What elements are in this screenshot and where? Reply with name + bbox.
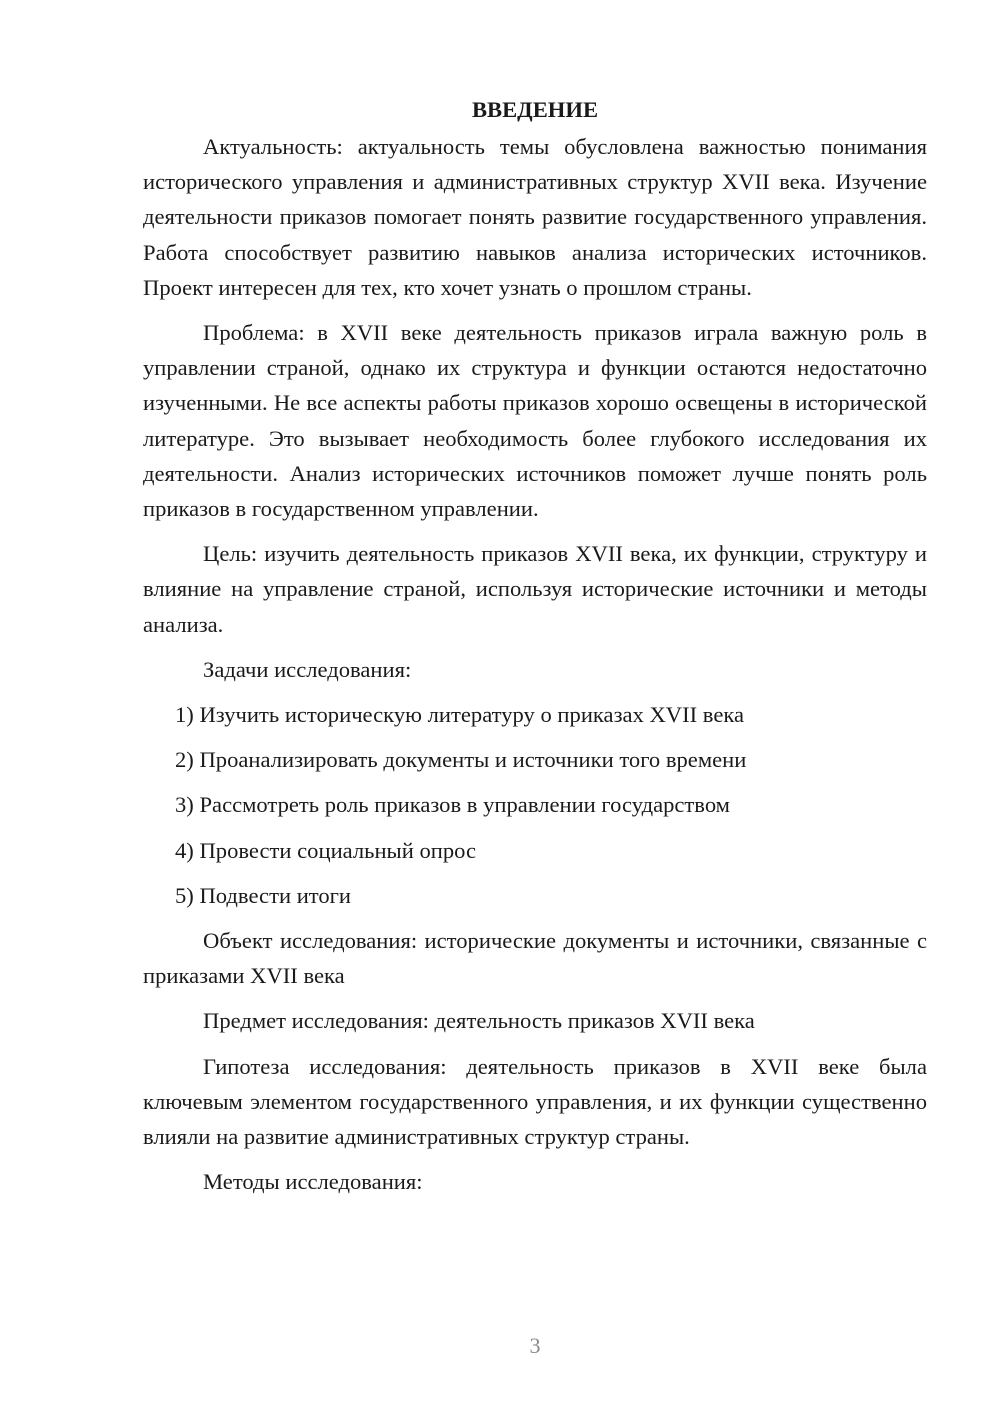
page-content	[143, 92, 927, 1209]
paragraph-relevance: Актуальность: актуальность темы обусловлена важностью понимания исторического управления и административных структур XVII века. Изучение деятельности приказов помогает понять развитие государственного управления. Работа способствует развитию навыков анализа исторических источников. Проект интересен для тех, кто хочет узнать о прошлом страны.	[143, 134, 927, 300]
list-item: 1) Изучить историческую литературу о приказах XVII века	[175, 702, 745, 728]
paragraph-hypothesis: Гипотеза исследования: деятельность приказов в XVII веке была ключевым элементом государственного управления, и их функции существенно влияли на развитие административных структур страны.	[143, 1053, 927, 1150]
paragraph-problem: Проблема: в XVII веке деятельность приказов играла важную роль в управлении страной, однако их структура и функции остаются недостаточно изученными. Не все аспекты работы приказов хорошо освещены в исторической литературе. Это вызывает необходимость более глубокого исследования их деятельности. Анализ исторических источников поможет лучше понять роль приказов в государственном управлении.	[143, 320, 927, 522]
page-number: 3	[529, 1333, 541, 1358]
list-item: 3) Рассмотреть роль приказов в управлении государством	[175, 792, 730, 818]
list-item: 5) Подвести итоги	[175, 882, 352, 908]
paragraph-goal: Цель: изучить деятельность приказов XVII века, их функции, структуру и влияние на управление страной, используя исторические источники и методы анализа.	[143, 541, 927, 637]
paragraph-subject: Предмет исследования: деятельность приказов XVII века	[203, 1008, 755, 1034]
paragraph-object: Объект исследования: исторические документы и источники, связанные с приказами XVII века	[143, 928, 927, 989]
tasks-heading: Задачи исследования:	[203, 656, 412, 682]
tasks-list	[143, 697, 927, 913]
list-item: 2) Проанализировать документы и источники того времени	[175, 747, 747, 773]
section-title: ВВЕДЕНИЕ	[471, 97, 599, 122]
list-item: 4) Провести социальный опрос	[175, 837, 477, 863]
methods-heading: Методы исследования:	[203, 1169, 423, 1195]
